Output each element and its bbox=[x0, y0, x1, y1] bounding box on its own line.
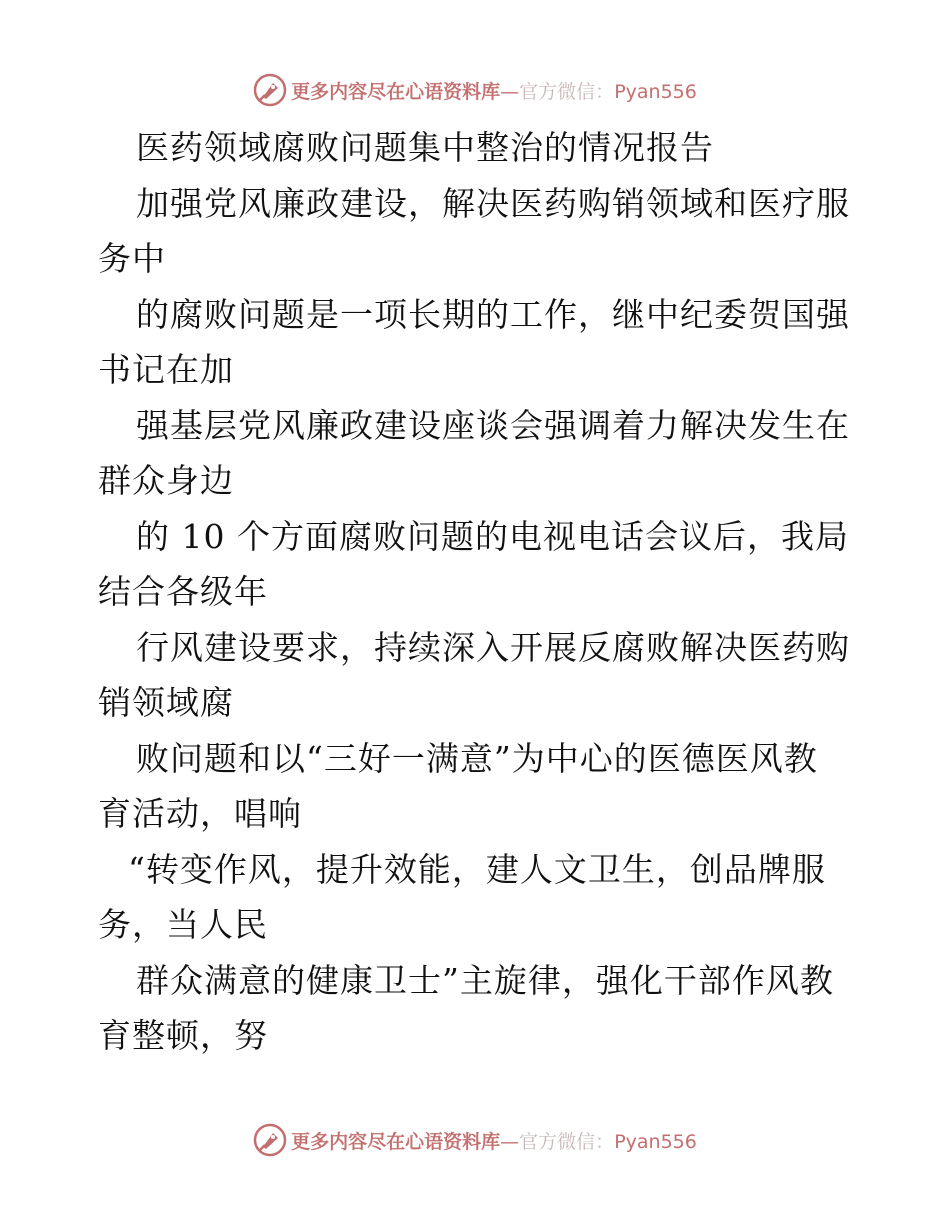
document-body bbox=[98, 120, 858, 1064]
text-line: “转变作风，提升效能，建人文卫生，创品牌服 bbox=[128, 849, 826, 889]
watermark-wechat-id: Pyan556 bbox=[614, 1130, 697, 1153]
watermark-group bbox=[253, 1123, 697, 1157]
watermark-separator: — bbox=[500, 80, 520, 103]
text-line: 务中 bbox=[98, 239, 166, 278]
header-watermark bbox=[0, 70, 950, 110]
text-line: 结合各级年 bbox=[98, 572, 268, 611]
watermark-text bbox=[291, 77, 697, 104]
text-line: 群众满意的健康卫士”主旋律，强化干部作风教 bbox=[136, 960, 834, 1000]
text-line: 加强党风廉政建设，解决医药购销领域和医疗服 bbox=[136, 183, 850, 223]
text-line: 销领域腐 bbox=[98, 683, 234, 722]
text-line: 败问题和以“三好一满意”为中心的医德医风教 bbox=[136, 738, 818, 778]
watermark-label: 官方微信： bbox=[519, 80, 615, 103]
text-line: 育活动，唱响 bbox=[98, 794, 302, 833]
pen-nib-logo-icon bbox=[253, 73, 287, 107]
text-line: 务，当人民 bbox=[98, 905, 268, 944]
watermark-brand: 更多内容尽在心语资料库 bbox=[291, 1130, 501, 1153]
text-line: 强基层党风廉政建设座谈会强调着力解决发生在 bbox=[136, 405, 850, 445]
footer-watermark bbox=[0, 1120, 950, 1160]
text-line: 群众身边 bbox=[98, 461, 234, 500]
watermark-text bbox=[291, 1127, 697, 1154]
text-line: 的腐败问题是一项长期的工作，继中纪委贺国强 bbox=[136, 294, 850, 334]
pen-nib-logo-icon bbox=[253, 1123, 287, 1157]
watermark-brand: 更多内容尽在心语资料库 bbox=[291, 80, 501, 103]
watermark-group bbox=[253, 73, 697, 107]
text-line: 的 10 个方面腐败问题的电视电话会议后，我局 bbox=[136, 516, 849, 556]
text-line: 行风建设要求，持续深入开展反腐败解决医药购 bbox=[136, 627, 850, 667]
watermark-label: 官方微信： bbox=[519, 1130, 615, 1153]
watermark-wechat-id: Pyan556 bbox=[614, 80, 697, 103]
document-title: 医药领域腐败问题集中整治的情况报告 bbox=[136, 128, 714, 167]
watermark-separator: — bbox=[500, 1130, 520, 1153]
text-line: 育整顿，努 bbox=[98, 1016, 268, 1055]
text-line: 书记在加 bbox=[98, 350, 234, 389]
